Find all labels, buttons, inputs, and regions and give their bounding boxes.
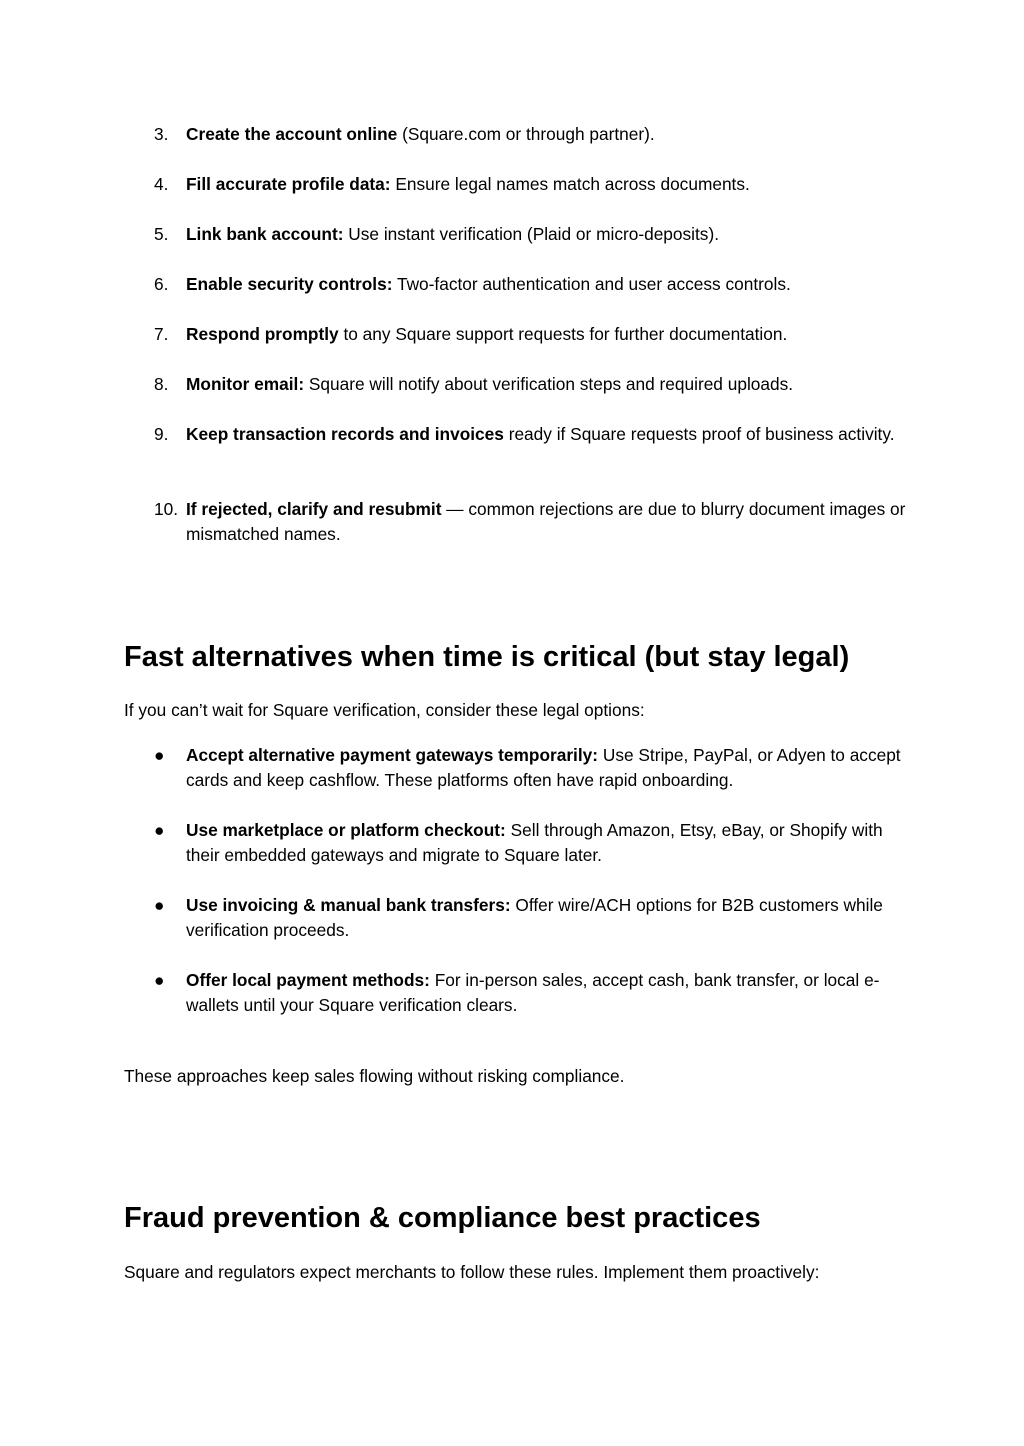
list-item-text: to any Square support requests for further documentation.	[338, 324, 788, 344]
list-item-text: — common rejections are due to blurry document images or mismatched names.	[186, 499, 906, 544]
list-number: 8.	[154, 374, 169, 394]
bullet-icon: ●	[154, 970, 165, 990]
bullet-item	[154, 818, 916, 868]
list-item-text: (Square.com or through partner).	[397, 124, 655, 144]
list-item	[154, 497, 916, 547]
bullet-item	[154, 893, 916, 943]
list-item-text: Square will notify about verification steps and required uploads.	[304, 374, 794, 394]
bullet-icon: ●	[154, 895, 165, 915]
list-item-bold: If rejected, clarify and resubmit	[186, 499, 442, 519]
list-item-bold: Link bank account:	[186, 224, 344, 244]
section-heading: Fraud prevention & compliance best practices	[124, 1202, 761, 1234]
list-number: 4.	[154, 174, 169, 194]
list-number: 5.	[154, 224, 169, 244]
bullet-item-text: Offer wire/ACH options for B2B customers while verification proceeds.	[186, 895, 883, 940]
list-number: 7.	[154, 324, 169, 344]
list-item	[154, 272, 916, 297]
bullet-icon: ●	[154, 745, 165, 765]
paragraph: If you can’t wait for Square verification, consider these legal options:	[124, 700, 645, 720]
paragraph: Square and regulators expect merchants to follow these rules. Implement them proactively:	[124, 1262, 820, 1282]
bullet-item-text: For in-person sales, accept cash, bank transfer, or local e-wallets until your Square verification clears.	[186, 970, 880, 1015]
section-heading: Fast alternatives when time is critical (but stay legal)	[124, 641, 850, 673]
bullet-item-text: Sell through Amazon, Etsy, eBay, or Shopify with their embedded gateways and migrate to Square later.	[186, 820, 883, 865]
list-item	[154, 372, 916, 397]
list-item-text: ready if Square requests proof of business activity.	[503, 424, 895, 444]
list-number: 10.	[154, 499, 179, 519]
list-item-text: Use instant verification (Plaid or micro-deposits).	[343, 224, 720, 244]
list-item-bold: Enable security controls:	[186, 274, 393, 294]
bullet-item-bold: Use invoicing & manual bank transfers:	[186, 895, 511, 915]
bullet-item-bold: Offer local payment methods:	[186, 970, 430, 990]
paragraph: These approaches keep sales flowing without risking compliance.	[124, 1066, 625, 1086]
list-item-text: Two-factor authentication and user access controls.	[392, 274, 791, 294]
bullet-item-bold: Use marketplace or platform checkout:	[186, 820, 506, 840]
list-item	[154, 172, 916, 197]
bullet-item-bold: Accept alternative payment gateways temporarily:	[186, 745, 599, 765]
list-item	[154, 422, 916, 447]
list-number: 6.	[154, 274, 169, 294]
list-item-bold: Create the account online	[186, 124, 398, 144]
bullet-icon: ●	[154, 820, 165, 840]
list-number: 9.	[154, 424, 169, 444]
list-item	[154, 322, 916, 347]
bullet-item-text: Use Stripe, PayPal, or Adyen to accept cards and keep cashflow. These platforms often have rapid onboarding.	[186, 745, 901, 790]
list-item-text: Ensure legal names match across documents.	[390, 174, 750, 194]
bullet-item	[154, 968, 916, 1018]
bullet-item	[154, 743, 916, 793]
list-item-bold: Keep transaction records and invoices	[186, 424, 504, 444]
list-number: 3.	[154, 124, 169, 144]
list-item-bold: Fill accurate profile data:	[186, 174, 391, 194]
list-item	[154, 122, 916, 147]
list-item	[154, 222, 916, 247]
list-item-bold: Respond promptly	[186, 324, 339, 344]
list-item-bold: Monitor email:	[186, 374, 305, 394]
